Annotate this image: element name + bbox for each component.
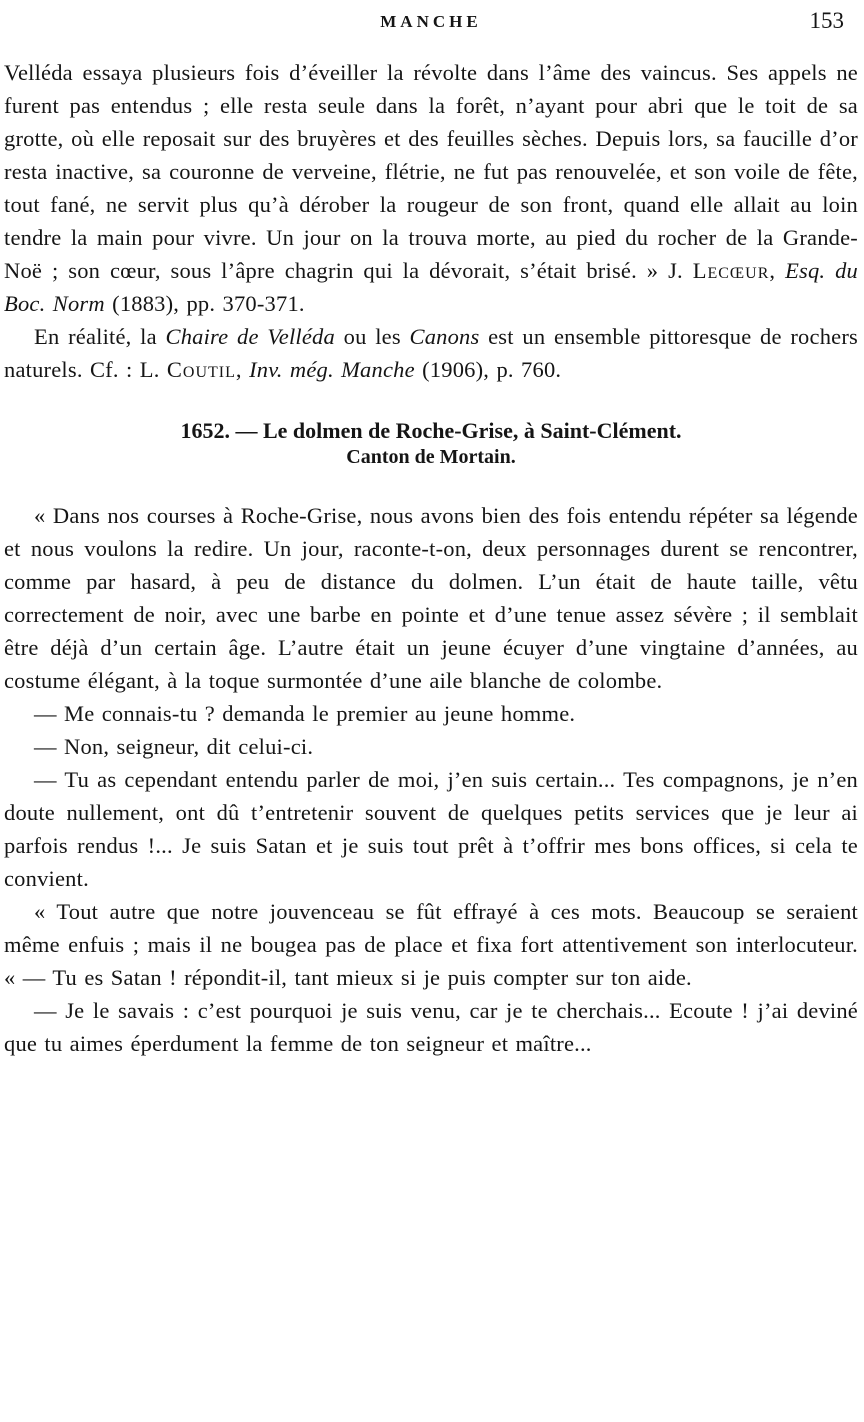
heading [4, 418, 858, 444]
page-body [4, 56, 858, 1060]
text-segment: Canons [409, 324, 480, 349]
paragraph [4, 320, 858, 386]
text-segment: En réalité, la [34, 324, 166, 349]
paragraph [4, 56, 858, 320]
text-segment: — Tu as cependant entendu parler de moi, j’en suis certain... Tes compagnons, je n’en doute nullement, ont dû t’entretenir souvent de quelques petits services que je leur ai parfois rendus !... Je suis Satan et je suis tout prêt à t’offrir mes bons offices, si cela te convient. [4, 767, 858, 891]
paragraph [4, 895, 858, 994]
text-segment: Canton de Mortain. [346, 446, 516, 468]
subheading [4, 446, 858, 469]
paragraph [4, 763, 858, 895]
text-segment: est un ensemble pittoresque de rochers naturels. Cf. : L. [4, 324, 858, 382]
text-segment: — Me connais-tu ? demanda le premier au jeune homme. [34, 701, 576, 726]
text-segment: , [235, 357, 250, 382]
text-segment: Chaire de Velléda [165, 324, 335, 349]
text-segment: — Non, seigneur, dit celui-ci. [34, 734, 314, 759]
text-segment: Lecœur [692, 258, 770, 283]
page-number: 153 [809, 8, 844, 33]
text-segment: 1652. — Le dolmen de Roche-Grise, à Saint-Clément. [180, 418, 682, 443]
text-segment: Coutil [166, 357, 236, 382]
text-segment: « Tout autre que notre jouvenceau se fût effrayé à ces mots. Beaucoup se seraient même enfuis ; mais il ne bougea pas de place et fixa fort attentivement son interlocuteur. « — Tu es Satan ! répondit-il, tant mieux si je puis compter sur ton aide. [4, 899, 858, 990]
paragraph [4, 697, 858, 730]
text-segment: — Je le savais : c’est pourquoi je suis venu, car je te cherchais... Ecoute ! j’ai deviné que tu aimes éperdument la femme de ton seigneur et maître... [4, 998, 858, 1056]
text-segment: Inv. még. Manche [249, 357, 415, 382]
text-segment: Esq. du Boc. Norm [4, 258, 858, 316]
text-segment: « Dans nos courses à Roche-Grise, nous avons bien des fois entendu répéter sa légende et nous voulons la redire. Un jour, raconte-t-on, deux personnages durent se rencontrer, comme par hasard, à peu de distance du dolmen. L’un était de haute taille, vêtu correctement de noir, avec une barbe en pointe et d’une tenue assez sévère ; il semblait être déjà d’un certain âge. L’autre était un jeune écuyer d’une vingtaine d’années, au costume élégant, à la toque surmontée d’une aile blanche de colombe. [4, 503, 858, 693]
paragraph [4, 730, 858, 763]
text-segment: Velléda essaya plusieurs fois d’éveiller la révolte dans l’âme des vaincus. Ses appels ne furent pas entendus ; elle resta seule dans la forêt, n’ayant pour abri que le toit de sa grotte, où elle reposait sur des bruyères et des feuilles sèches. Depuis lors, sa faucille d’or resta inactive, sa couronne de verveine, flétrie, ne fut pas renouvelée, et son voile de fête, tout fané, ne servit plus qu’à dérober la rougeur de son front, quand elle allait au loin tendre la main pour vivre. Un jour on la trouva morte, au pied du rocher de la Grande-Noë ; son cœur, sous l’âpre chagrin qui la dévorait, s’était brisé. » J. [4, 60, 858, 283]
text-segment: , [769, 258, 786, 283]
paragraph [4, 994, 858, 1060]
text-segment: (1883), pp. 370-371. [104, 291, 305, 316]
text-segment: (1906), p. 760. [414, 357, 562, 382]
text-segment: ou les [334, 324, 410, 349]
paragraph [4, 499, 858, 697]
page-header [4, 8, 858, 42]
running-head: MANCHE [380, 12, 482, 31]
